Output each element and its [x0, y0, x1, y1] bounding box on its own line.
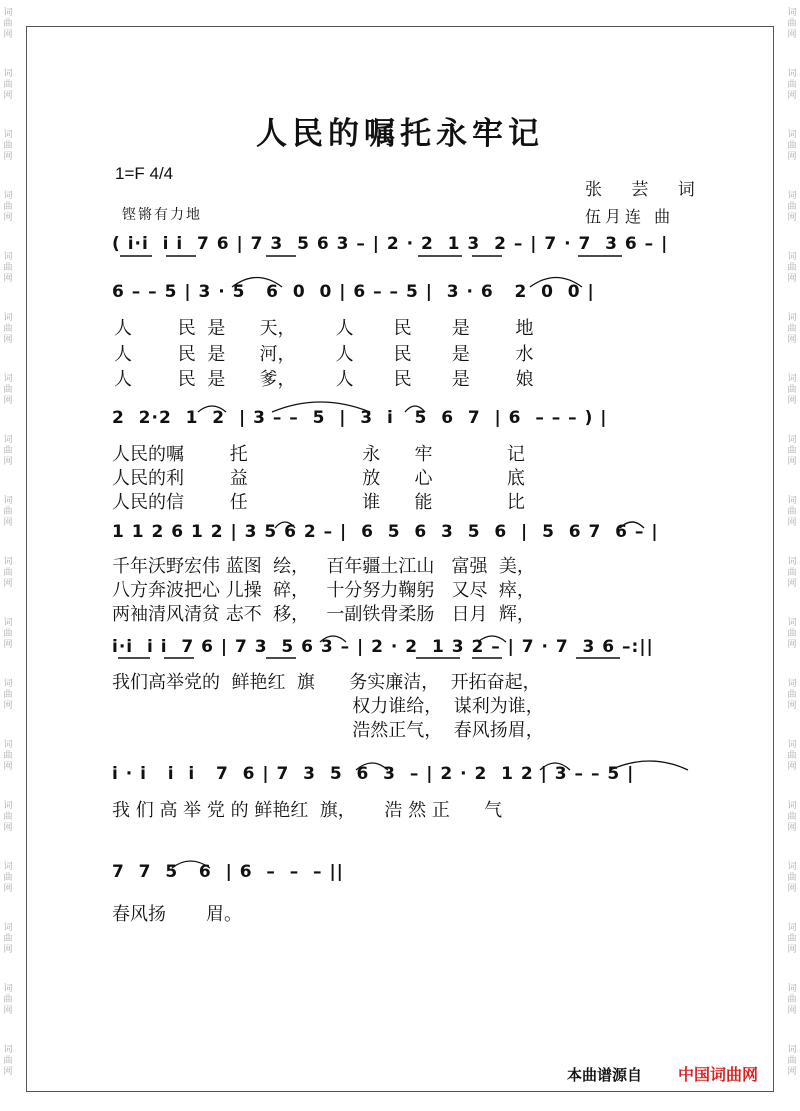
lyrics-line: 人 民 是 河， 人 民 是 水 — [114, 344, 534, 365]
lyrics-line: 人 民 是 天， 人 民 是 地 — [114, 318, 534, 339]
left-watermark-strip — [0, 0, 16, 1111]
source-site-link[interactable]: 中国词曲网 — [678, 1065, 759, 1084]
watermark-text: 词 曲 网 — [3, 557, 13, 589]
notation-line-1: ( i·i i i 7 6 | 7 3 5 6 3 – | 2 · 2 1 3 2 – | 7 · 7 3 6 – | — [112, 234, 669, 254]
lyrics-line: 人民的利 益 放 心 底 — [112, 468, 525, 489]
watermark-text: 词 曲 网 — [787, 313, 797, 345]
watermark-text: 词 曲 网 — [787, 557, 797, 589]
watermark-text: 词 曲 网 — [3, 496, 13, 528]
watermark-text: 词 曲 网 — [3, 679, 13, 711]
source-label: 本曲谱源自 — [567, 1066, 643, 1084]
notation-line-6: i · i i i 7 6 | 7 3 5 6 3 – | 2 · 2 1 2 | 3 – – 5 | — [112, 764, 635, 784]
watermark-text: 词 曲 网 — [787, 862, 797, 894]
watermark-text: 词 曲 网 — [3, 1045, 13, 1077]
watermark-text: 词 曲 网 — [787, 435, 797, 467]
notation-line-4: 1 1 2 6 1 2 | 3 5 6 2 – | 6 5 6 3 5 6 | 5 6 7 6 – | — [112, 522, 659, 542]
song-title: 人民的嘱托永牢记 — [256, 116, 544, 152]
watermark-text: 词 曲 网 — [787, 130, 797, 162]
lyrics-line: 权力谁给， 谋利为谁， — [112, 696, 544, 717]
watermark-text: 词 曲 网 — [787, 984, 797, 1016]
right-watermark-strip — [784, 0, 800, 1111]
watermark-text: 词 曲 网 — [787, 923, 797, 955]
watermark-text: 词 曲 网 — [787, 1045, 797, 1077]
watermark-text: 词 曲 网 — [787, 679, 797, 711]
watermark-text: 词 曲 网 — [3, 435, 13, 467]
notation-line-3: 2 2·2 1 2 | 3 – – 5 | 3 i 5 6 7 | 6 – – – ) | — [112, 408, 608, 428]
watermark-text: 词 曲 网 — [3, 313, 13, 345]
watermark-text: 词 曲 网 — [787, 252, 797, 284]
lyricist-credit: 张 芸 词 — [585, 180, 707, 200]
watermark-text: 词 曲 网 — [787, 374, 797, 406]
composer-credit: 伍月连 曲 — [585, 207, 675, 226]
lyrics-line: 我们高举党的 鲜艳红 旗 务实廉洁， 开拓奋起， — [112, 672, 541, 693]
watermark-text: 词 曲 网 — [3, 8, 13, 40]
notation-line-2: 6 – – 5 | 3 · 5 6 0 0 | 6 – – 5 | 3 · 6 2 0 0 | — [112, 282, 595, 302]
watermark-text: 词 曲 网 — [3, 130, 13, 162]
lyrics-line: 千年沃野宏伟 蓝图 绘， 百年疆土江山 富强 美， — [112, 556, 535, 577]
watermark-text: 词 曲 网 — [3, 740, 13, 772]
key-signature: 1=F 4/4 — [115, 164, 174, 183]
lyrics-line: 八方奔波把心 儿操 碎， 十分努力鞠躬 又尽 瘁， — [112, 580, 535, 601]
lyrics-line: 浩然正气， 春风扬眉， — [112, 720, 544, 741]
lyrics-line: 人民的嘱 托 永 牢 记 — [112, 444, 525, 465]
watermark-text: 词 曲 网 — [3, 618, 13, 650]
watermark-text: 词 曲 网 — [3, 923, 13, 955]
watermark-text: 词 曲 网 — [3, 984, 13, 1016]
notation-line-5: i·i i i 7 6 | 7 3 5 6 3 – | 2 · 2 1 3 2 – | 7 · 7 3 6 –:|| — [112, 637, 654, 657]
watermark-text: 词 曲 网 — [3, 191, 13, 223]
watermark-text: 词 曲 网 — [3, 374, 13, 406]
watermark-text: 词 曲 网 — [787, 8, 797, 40]
watermark-text: 词 曲 网 — [787, 496, 797, 528]
lyrics-line: 春风扬 眉。 — [112, 904, 243, 925]
watermark-text: 词 曲 网 — [787, 69, 797, 101]
watermark-text: 词 曲 网 — [787, 191, 797, 223]
lyrics-line: 两袖清风清贫 志不 移， 一副铁骨柔肠 日月 辉， — [112, 604, 535, 625]
watermark-text: 词 曲 网 — [3, 69, 13, 101]
watermark-text: 词 曲 网 — [787, 740, 797, 772]
watermark-text: 词 曲 网 — [3, 862, 13, 894]
lyrics-line: 我 们 高 举 党 的 鲜艳红 旗， 浩 然 正 气 — [112, 800, 503, 821]
watermark-text: 词 曲 网 — [3, 801, 13, 833]
lyrics-line: 人 民 是 爹， 人 民 是 娘 — [114, 369, 534, 390]
lyrics-line: 人民的信 任 谁 能 比 — [112, 492, 525, 513]
notation-line-7: 7 7 5 6 | 6 – – – || — [112, 862, 344, 882]
watermark-text: 词 曲 网 — [787, 618, 797, 650]
watermark-text: 词 曲 网 — [787, 801, 797, 833]
watermark-text: 词 曲 网 — [3, 252, 13, 284]
tempo-marking: 铿锵有力地 — [122, 207, 202, 223]
